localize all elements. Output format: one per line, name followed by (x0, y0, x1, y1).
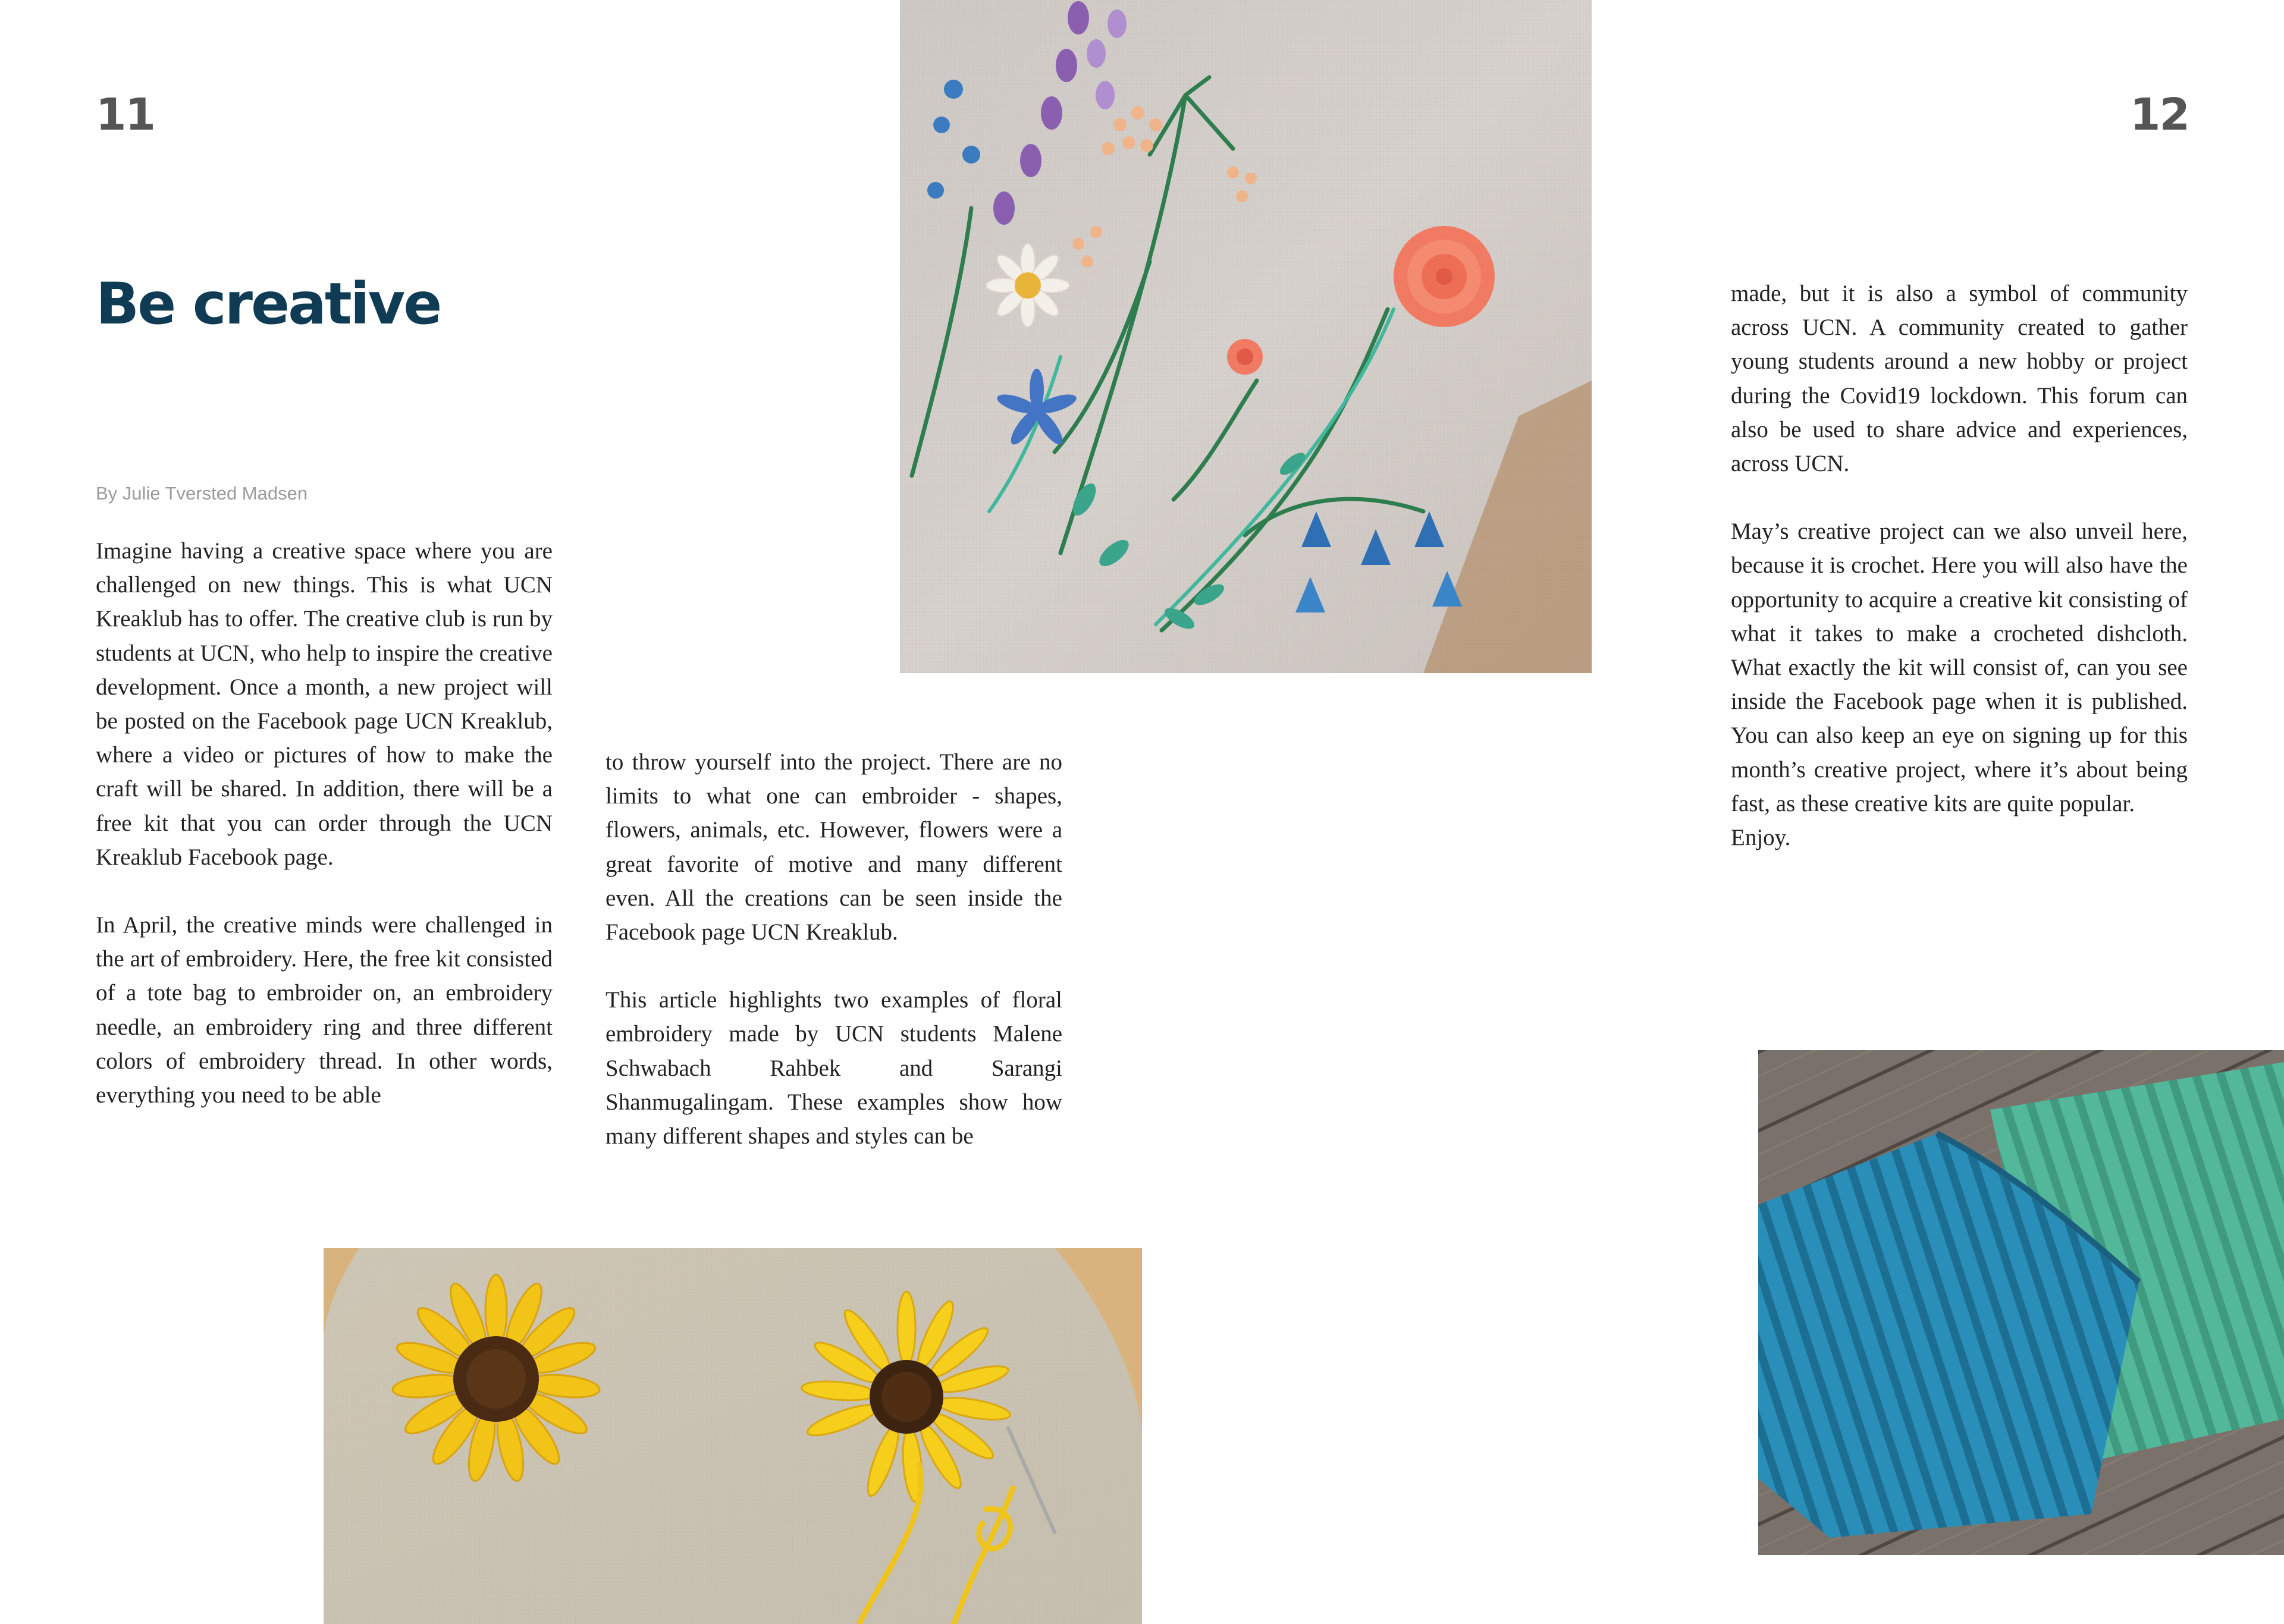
paragraph: Imagine having a creative space where you are challenged on new things. This is what UCN Kreaklub has to offer. The creative club is run by students at UCN, who help to inspire the creative development. Once a month, a new project will be posted on the Facebook page UCN Kreaklub, where a video or pictures of how to make the craft will be shared. In addition, there will be a free kit that you can order through the UCN Kreaklub Facebook page. (96, 538, 553, 870)
page-number-left: 11 (96, 89, 155, 140)
text-column-1 (96, 534, 553, 1112)
article-byline: By Julie Tversted Madsen (96, 483, 308, 504)
article-title: Be creative (96, 271, 441, 337)
paragraph: This article highlights two examples of floral embroidery made by UCN students Malene Schwabach Rahbek and Sarangi Shanmugalingam. These examples show how many different shapes and styles can be (605, 987, 1062, 1149)
text-column-2 (605, 745, 1062, 1153)
crochet-dishcloth-photo (1758, 1050, 2284, 1555)
page-number-right: 12 (2130, 89, 2189, 140)
text-column-3 (1731, 277, 2188, 855)
paragraph: May’s creative project can we also unveil here, because it is crochet. Here you will also have the opportunity to acquire a creative kit consisting of what it takes to make a crocheted dishcloth. What exactly the kit will consist of, can you see inside the Facebook page when it is published. You can also keep an eye on signing up for this month’s creative project, where it’s about being fast, as these creative kits are quite popular. Enjoy. (1731, 519, 2188, 851)
paragraph: to throw yourself into the project. There are no limits to what one can embroider - shapes, flowers, animals, etc. However, flowers were a great favorite of motive and many different even. All the creations can be seen inside the Facebook page UCN Kreaklub. (605, 749, 1062, 945)
floral-embroidery-photo (900, 0, 1592, 673)
sunflower-embroidery-photo (324, 1248, 1142, 1624)
paragraph: made, but it is also a symbol of community across UCN. A community created to gather young students around a new hobby or project during the Covid19 lockdown. This forum can also be used to share advice and experiences, across UCN. (1731, 281, 2188, 477)
paragraph: In April, the creative minds were challenged in the art of embroidery. Here, the free kit consisted of a tote bag to embroider on, an embroidery needle, an embroidery ring and three different colors of embroidery thread. In other words, everything you need to be able (96, 912, 553, 1108)
